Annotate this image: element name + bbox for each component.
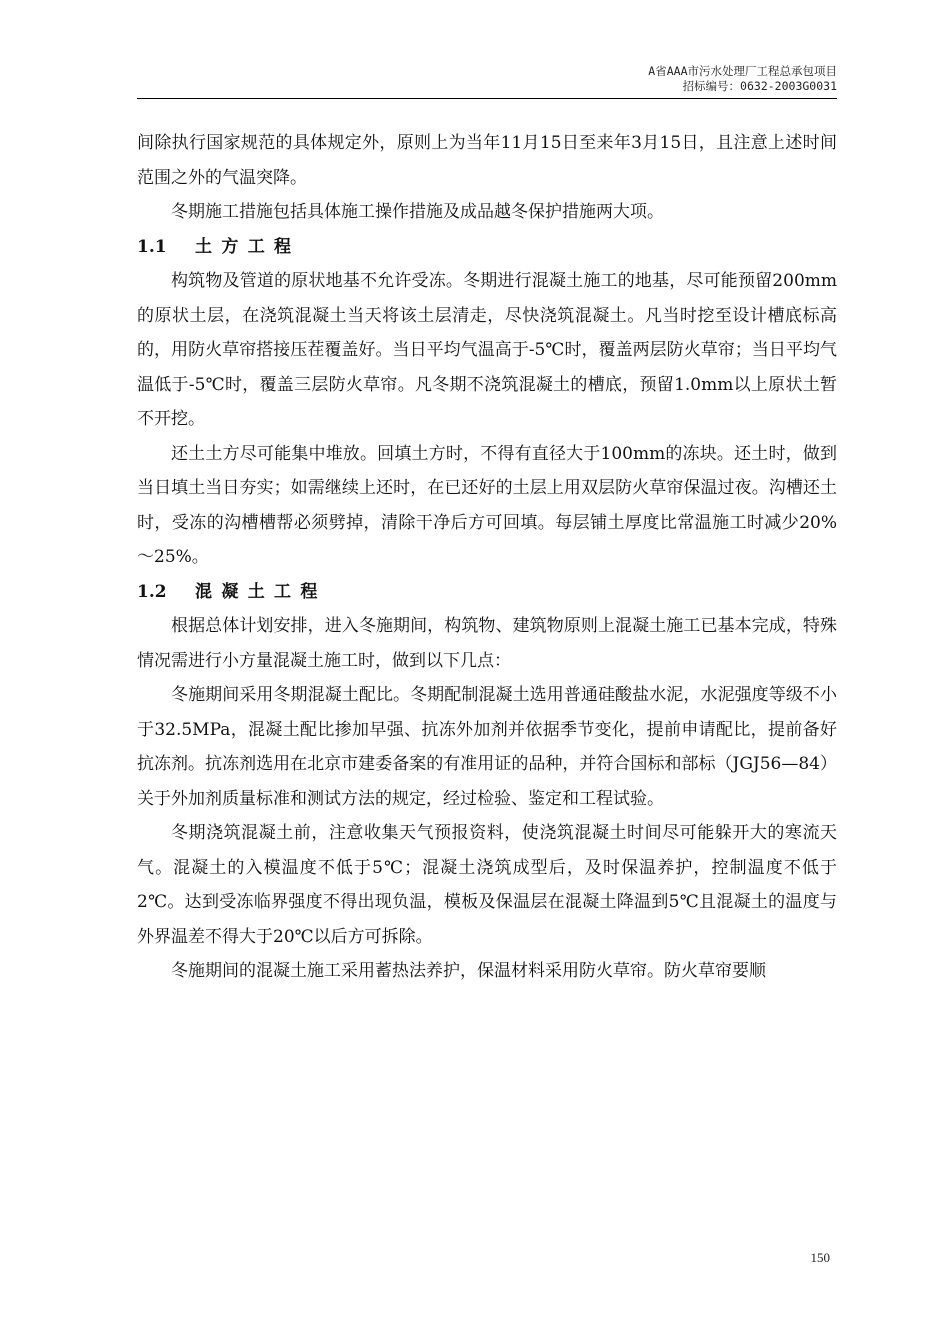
paragraph-8: 冬施期间的混凝土施工采用蓄热法养护，保温材料采用防火草帘。防火草帘要顺	[171, 961, 766, 981]
section-title: 土方工程	[195, 236, 301, 257]
paragraph-7: 冬期浇筑混凝土前，注意收集天气预报资料，使浇筑混凝土时间尽可能躲开大的寒流天气。混凝土的入模温度不低于5℃；混凝土浇筑成型后，及时保温养护，控制温度不低于2℃。达到受冻临界强度不得出现负温，模板及保温层在混凝土降温到5℃且混凝土的温度与外界温差不得大于20℃以后方可拆除。	[137, 823, 837, 947]
section-number: 1.2	[137, 581, 167, 602]
page-header	[137, 64, 837, 94]
page-number: 150	[810, 1250, 830, 1265]
header-divider	[137, 98, 837, 99]
paragraph-4: 还土土方尽可能集中堆放。回填土方时，不得有直径大于100mm的冻块。还土时，做到当日填土当日夯实；如需继续上还时，在已还好的土层上用双层防火草帘保温过夜。沟槽还土时，受冻的沟槽槽帮必须劈掉，清除干净后方可回填。每层铺土厚度比常温施工时减少20%～25%。	[137, 443, 837, 567]
paragraph-3: 构筑物及管道的原状地基不允许受冻。冬期进行混凝土施工的地基，尽可能预留200mm的原状土层，在浇筑混凝土当天将该土层清走，尽快浇筑混凝土。凡当时挖至设计槽底标高的，用防火草帘搭接压茬覆盖好。当日平均气温高于-5℃时，覆盖两层防火草帘；当日平均气温低于-5℃时，覆盖三层防火草帘。凡冬期不浇筑混凝土的槽底，预留1.0mm以上原状土暂不开挖。	[137, 271, 837, 429]
header-tender-number: 招标编号：0632-2003G0031	[682, 79, 837, 93]
header-project-title: A省AAA市污水处理厂工程总承包项目	[648, 64, 837, 78]
document-body	[137, 126, 837, 989]
paragraph-2: 冬期施工措施包括具体施工操作措施及成品越冬保护措施两大项。	[171, 202, 664, 222]
section-heading-1-2	[137, 575, 837, 610]
paragraph-5: 根据总体计划安排，进入冬施期间，构筑物、建筑物原则上混凝土施工已基本完成，特殊情况需进行小方量混凝土施工时，做到以下几点：	[137, 616, 837, 671]
section-number: 1.1	[137, 236, 167, 257]
paragraph-1: 间除执行国家规范的具体规定外，原则上为当年11月15日至来年3月15日，且注意上述时间范围之外的气温突降。	[137, 133, 837, 188]
paragraph-6: 冬施期间采用冬期混凝土配比。冬期配制混凝土选用普通硅酸盐水泥，水泥强度等级不小于32.5MPa，混凝土配比掺加早强、抗冻外加剂并依据季节变化，提前申请配比，提前备好抗冻剂。抗冻剂选用在北京市建委备案的有准用证的品种，并符合国标和部标（JGJ56—84）关于外加剂质量标准和测试方法的规定，经过检验、鉴定和工程试验。	[137, 685, 837, 809]
section-heading-1-1	[137, 230, 837, 265]
section-title: 混凝土工程	[195, 581, 327, 602]
